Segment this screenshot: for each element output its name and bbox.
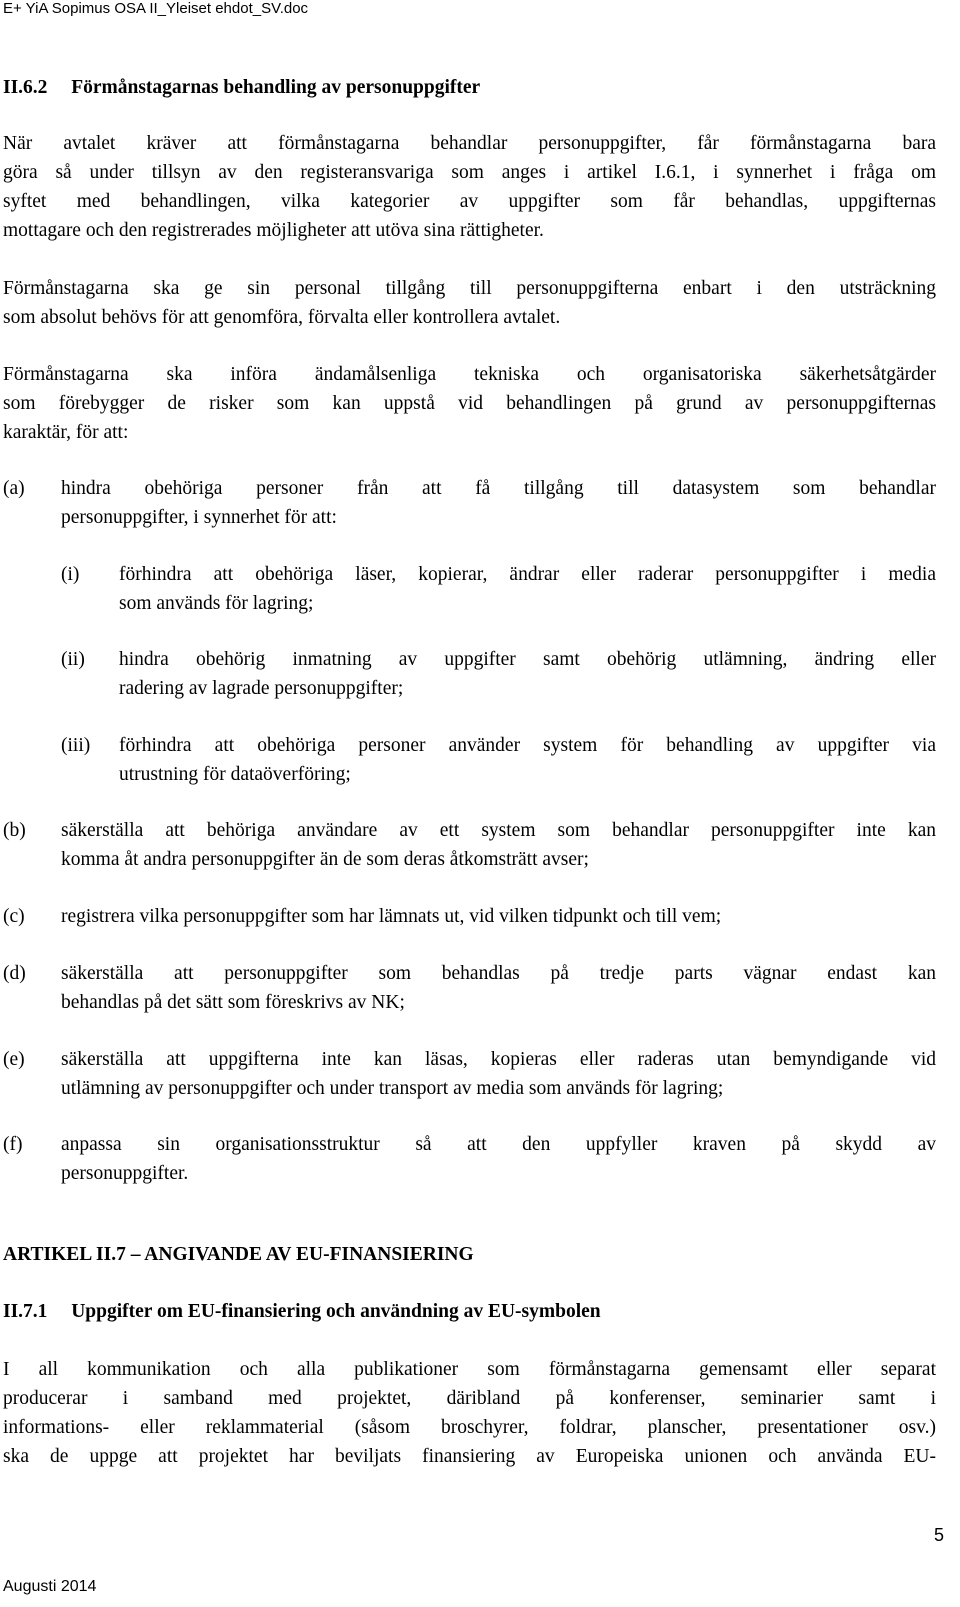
- article-heading: ARTIKEL II.7 – ANGIVANDE AV EU-FINANSIERING: [3, 1244, 474, 1265]
- subsection-number: II.7.1: [3, 1301, 48, 1322]
- paragraph-3: [3, 360, 936, 447]
- list-label-c: (c): [3, 906, 25, 927]
- list-item-d: [61, 959, 936, 1017]
- list-item-e: [61, 1045, 936, 1103]
- list-label-e: (e): [3, 1049, 25, 1070]
- list-item-line: hindra obehörig inmatning av uppgifter samt obehörig utlämning, ändring eller: [119, 649, 936, 670]
- section-title: Förmånstagarnas behandling av personuppgifter: [71, 77, 481, 98]
- list-item-line: komma åt andra personuppgifter än de som deras åtkomsträtt avser;: [61, 849, 589, 870]
- paragraph-line: När avtalet kräver att förmånstagarna behandlar personuppgifter, får förmånstagarna bara: [3, 133, 936, 154]
- paragraph-line: informations- eller reklammaterial (såsom broschyrer, foldrar, planscher, presentationer osv.): [3, 1417, 936, 1438]
- list-item-i: [119, 560, 936, 618]
- list-item-line: behandlas på det sätt som föreskrivs av NK;: [61, 992, 405, 1013]
- subsection-heading: [3, 1297, 601, 1326]
- list-item-line: personuppgifter, i synnerhet för att:: [61, 507, 337, 528]
- list-item-line: utrustning för dataöverföring;: [119, 764, 351, 785]
- paragraph-line: Förmånstagarna ska införa ändamålsenliga tekniska och organisatoriska säkerhetsåtgärder: [3, 364, 936, 385]
- list-item-line: radering av lagrade personuppgifter;: [119, 678, 404, 699]
- section-heading: [3, 73, 480, 102]
- paragraph-line: ska de uppge att projektet har beviljats finansiering av Europeiska unionen och använda EU-: [3, 1446, 936, 1467]
- list-item-a: [61, 474, 936, 532]
- list-item-b: [61, 816, 936, 874]
- page-number: 5: [933, 1525, 944, 1545]
- list-item-line: förhindra att obehöriga personer använder system för behandling av uppgifter via: [119, 735, 936, 756]
- list-label-f: (f): [3, 1134, 23, 1155]
- document-header: E+ YiA Sopimus OSA II_Yleiset ehdot_SV.doc: [3, 0, 309, 17]
- paragraph-line: Förmånstagarna ska ge sin personal tillgång till personuppgifterna enbart i den utsträckning: [3, 278, 936, 299]
- list-item-line: säkerställa att behöriga användare av ett system som behandlar personuppgifter inte kan: [61, 820, 936, 841]
- paragraph-line: göra så under tillsyn av den registeransvariga som anges i artikel I.6.1, i synnerhet i fråga om: [3, 162, 936, 183]
- paragraph-4: [3, 1355, 936, 1471]
- paragraph-line: producerar i samband med projektet, däribland på konferenser, seminarier samt i: [3, 1388, 936, 1409]
- paragraph-line: som förebygger de risker som kan uppstå vid behandlingen på grund av personuppgifternas: [3, 393, 936, 414]
- list-item-line: förhindra att obehöriga läser, kopierar, ändrar eller raderar personuppgifter i media: [119, 564, 936, 585]
- list-label-iii: (iii): [61, 735, 91, 756]
- footer-date: Augusti 2014: [3, 1578, 97, 1595]
- list-label-i: (i): [61, 564, 80, 585]
- paragraph-line: som absolut behövs för att genomföra, förvalta eller kontrollera avtalet.: [3, 307, 561, 328]
- list-item-line: registrera vilka personuppgifter som har lämnats ut, vid vilken tidpunkt och till vem;: [61, 906, 722, 927]
- list-label-b: (b): [3, 820, 26, 841]
- list-item-c: [61, 902, 936, 931]
- paragraph-1: [3, 129, 936, 245]
- paragraph-line: mottagare och den registrerades möjligheter att utöva sina rättigheter.: [3, 220, 544, 241]
- list-item-ii: [119, 645, 936, 703]
- list-item-f: [61, 1130, 936, 1188]
- subsection-title: Uppgifter om EU-finansiering och användning av EU-symbolen: [71, 1301, 601, 1322]
- list-label-a: (a): [3, 478, 25, 499]
- list-item-line: säkerställa att personuppgifter som behandlas på tredje parts vägnar endast kan: [61, 963, 936, 984]
- section-number: II.6.2: [3, 77, 48, 98]
- list-item-line: hindra obehöriga personer från att få tillgång till datasystem som behandlar: [61, 478, 936, 499]
- paragraph-2: [3, 274, 936, 332]
- list-label-d: (d): [3, 963, 26, 984]
- list-item-line: som används för lagring;: [119, 593, 314, 614]
- list-item-line: säkerställa att uppgifterna inte kan läsas, kopieras eller raderas utan bemyndigande vid: [61, 1049, 936, 1070]
- list-item-line: anpassa sin organisationsstruktur så att den uppfyller kraven på skydd av: [61, 1134, 936, 1155]
- list-item-line: utlämning av personuppgifter och under transport av media som används för lagring;: [61, 1078, 724, 1099]
- list-item-iii: [119, 731, 936, 789]
- paragraph-line: karaktär, för att:: [3, 422, 129, 443]
- paragraph-line: I all kommunikation och alla publikationer som förmånstagarna gemensamt eller separat: [3, 1359, 936, 1380]
- list-item-line: personuppgifter.: [61, 1163, 189, 1184]
- paragraph-line: syftet med behandlingen, vilka kategorier av uppgifter som får behandlas, uppgifternas: [3, 191, 936, 212]
- list-label-ii: (ii): [61, 649, 85, 670]
